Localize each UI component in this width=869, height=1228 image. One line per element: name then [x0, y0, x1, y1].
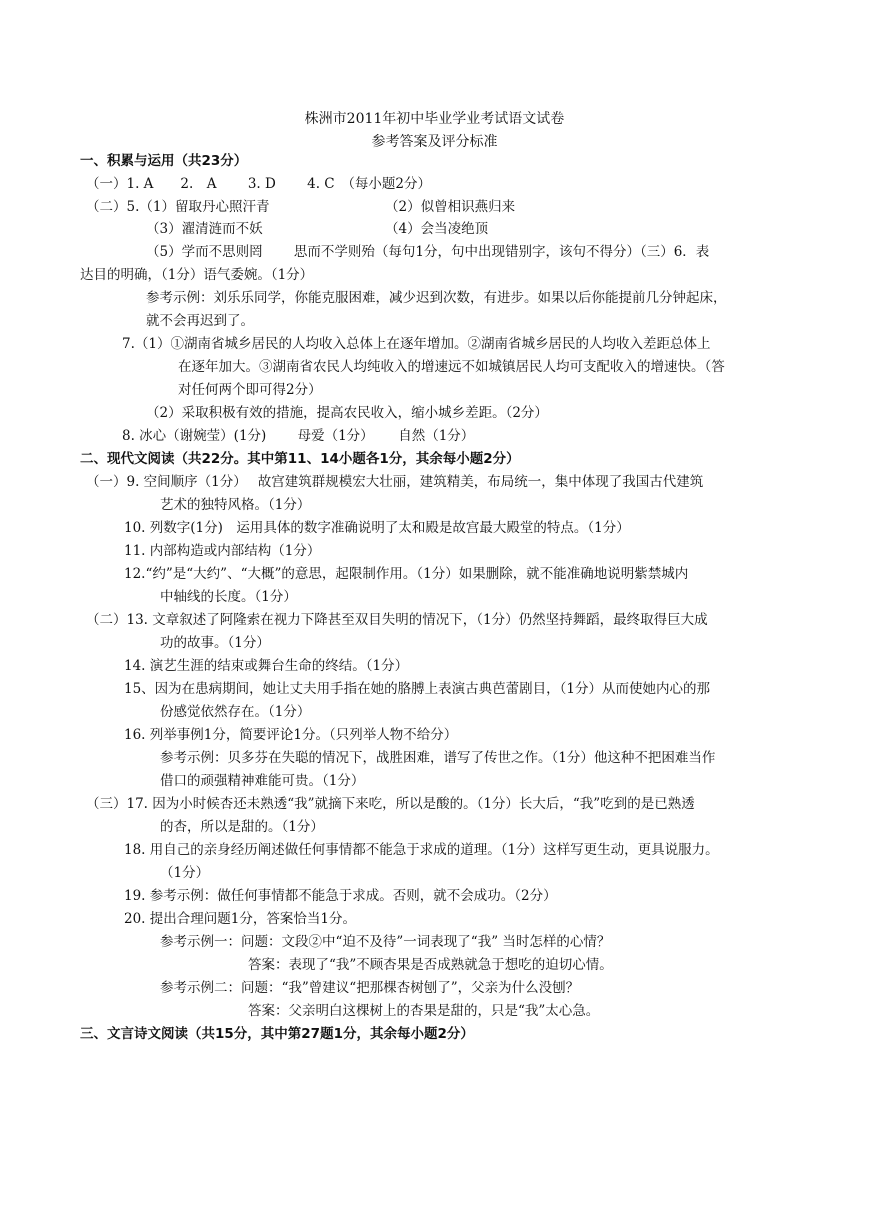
answer-line: （2）采取积极有效的措施，提高农民收入，缩小城乡差距。（2分）: [146, 405, 548, 421]
answer-line: （2）似曾相识燕归来: [385, 199, 516, 215]
answer-line: （二）13. 文章叙述了阿隆索在视力下降甚至双目失明的情况下，（1分）仍然坚持舞蹈，最终取得巨大成: [86, 612, 708, 628]
answer-line: （一）9. 空间顺序（1分） 故宫建筑群规模宏大壮丽，建筑精美，布局统一，集中体现了我国古代建筑: [86, 474, 704, 490]
document-subtitle: 参考答案及评分标准: [371, 134, 498, 150]
answer-line: 7.（1）①湖南省城乡居民的人均收入总体上在逐年增加。②湖南省城乡居民的人均收入差距总体上: [122, 336, 711, 352]
section-heading: 三、文言诗文阅读（共15分，其中第27题1分，其余每小题2分）: [80, 1026, 474, 1042]
answer-line: 10. 列数字(1分) 运用具体的数字准确说明了太和殿是故宫最大殿堂的特点。（1分）: [124, 520, 630, 536]
answer-line: 在逐年加大。③湖南省农民人均纯收入的增速远不如城镇居民人均可支配收入的增速快。（答: [178, 359, 725, 375]
answer-line: 借口的顽强精神难能可贵。（1分）: [160, 773, 365, 789]
answer-line: 份感觉依然存在。（1分）: [160, 704, 311, 720]
answer-line: 15、因为在患病期间，她让丈夫用手指在她的胳膊上表演古典芭蕾剧目，（1分）从而使她内心的那: [124, 681, 711, 697]
answer-line: （二）5.（1）留取丹心照汗青: [86, 199, 270, 215]
answer-line: （1分）: [160, 865, 210, 881]
answer-line: 艺术的独特风格。（1分）: [160, 497, 311, 513]
answer-line: 20. 提出合理问题1分，答案恰当1分。: [124, 911, 356, 927]
answer-line: 19. 参考示例：做任何事情都不能急于求成。否则，就不会成功。（2分）: [124, 888, 557, 904]
answer-line: 答案：父亲明白这棵树上的杏果是甜的，只是“我”太心急。: [248, 1003, 600, 1019]
answer-line: 参考示例二：问题：“我”曾建议“把那棵杏树刨了”，父亲为什么没刨？: [160, 980, 580, 996]
answer-line: 12.“约”是“大约”、“大概”的意思，起限制作用。（1分）如果删除，就不能准确地说明紫禁城内: [124, 566, 689, 582]
answer-line: （三）17. 因为小时候杏还未熟透“我”就摘下来吃，所以是酸的。（1分）长大后，“我”吃到的是已熟透: [86, 796, 695, 812]
section-heading: 一、积累与运用（共23分）: [80, 153, 248, 169]
answer-line: （5）学而不思则罔 思而不学则殆（每句1分，句中出现错别字，该句不得分）（三）6．表: [146, 244, 710, 260]
answer-line: 16. 列举事例1分，简要评论1分。（只列举人物不给分）: [124, 727, 458, 743]
answer-line: 参考示例一：问题：文段②中“迫不及待”一词表现了“我” 当时怎样的心情？: [160, 934, 611, 950]
answer-line: 14. 演艺生涯的结束或舞台生命的终结。（1分）: [124, 658, 409, 674]
answer-line: 8. 冰心（谢婉莹）(1分) 母爱（1分） 自然（1分）: [122, 428, 475, 444]
answer-line: 达目的明确，（1分）语气委婉。（1分）: [80, 267, 314, 283]
answer-line: 对任何两个即可得2分）: [178, 382, 322, 398]
answer-line: 的杏，所以是甜的。（1分）: [160, 819, 324, 835]
answer-line: 功的故事。（1分）: [160, 635, 270, 651]
answer-line: 参考示例：刘乐乐同学，你能克服困难，减少迟到次数，有进步。如果以后你能提前几分钟起床，: [146, 290, 727, 306]
document-title: 株洲市2011年初中毕业学业考试语文试卷: [304, 111, 565, 127]
section-heading: 二、现代文阅读（共22分。其中第11、14小题各1分，其余每小题2分）: [80, 451, 520, 467]
answer-line: 18. 用自己的亲身经历阐述做任何事情都不能急于求成的道理。（1分）这样写更生动，更具说服力。: [124, 842, 719, 858]
answer-line: （一）1. A 2. A 3. D 4. C （每小题2分）: [86, 176, 431, 192]
answer-line: 中轴线的长度。（1分）: [160, 589, 297, 605]
answer-line: （3）濯清涟而不妖: [146, 221, 263, 237]
answer-line: 11. 内部构造或内部结构（1分）: [124, 543, 321, 559]
answer-line: 就不会再迟到了。: [146, 313, 254, 329]
answer-line: 答案：表现了“我”不顾杏果是否成熟就急于想吃的迫切心情。: [248, 957, 613, 973]
answer-line: 参考示例：贝多芬在失聪的情况下，战胜困难，谱写了传世之作。（1分）他这种不把困难当作: [160, 750, 716, 766]
answer-line: （4）会当凌绝顶: [385, 221, 489, 237]
